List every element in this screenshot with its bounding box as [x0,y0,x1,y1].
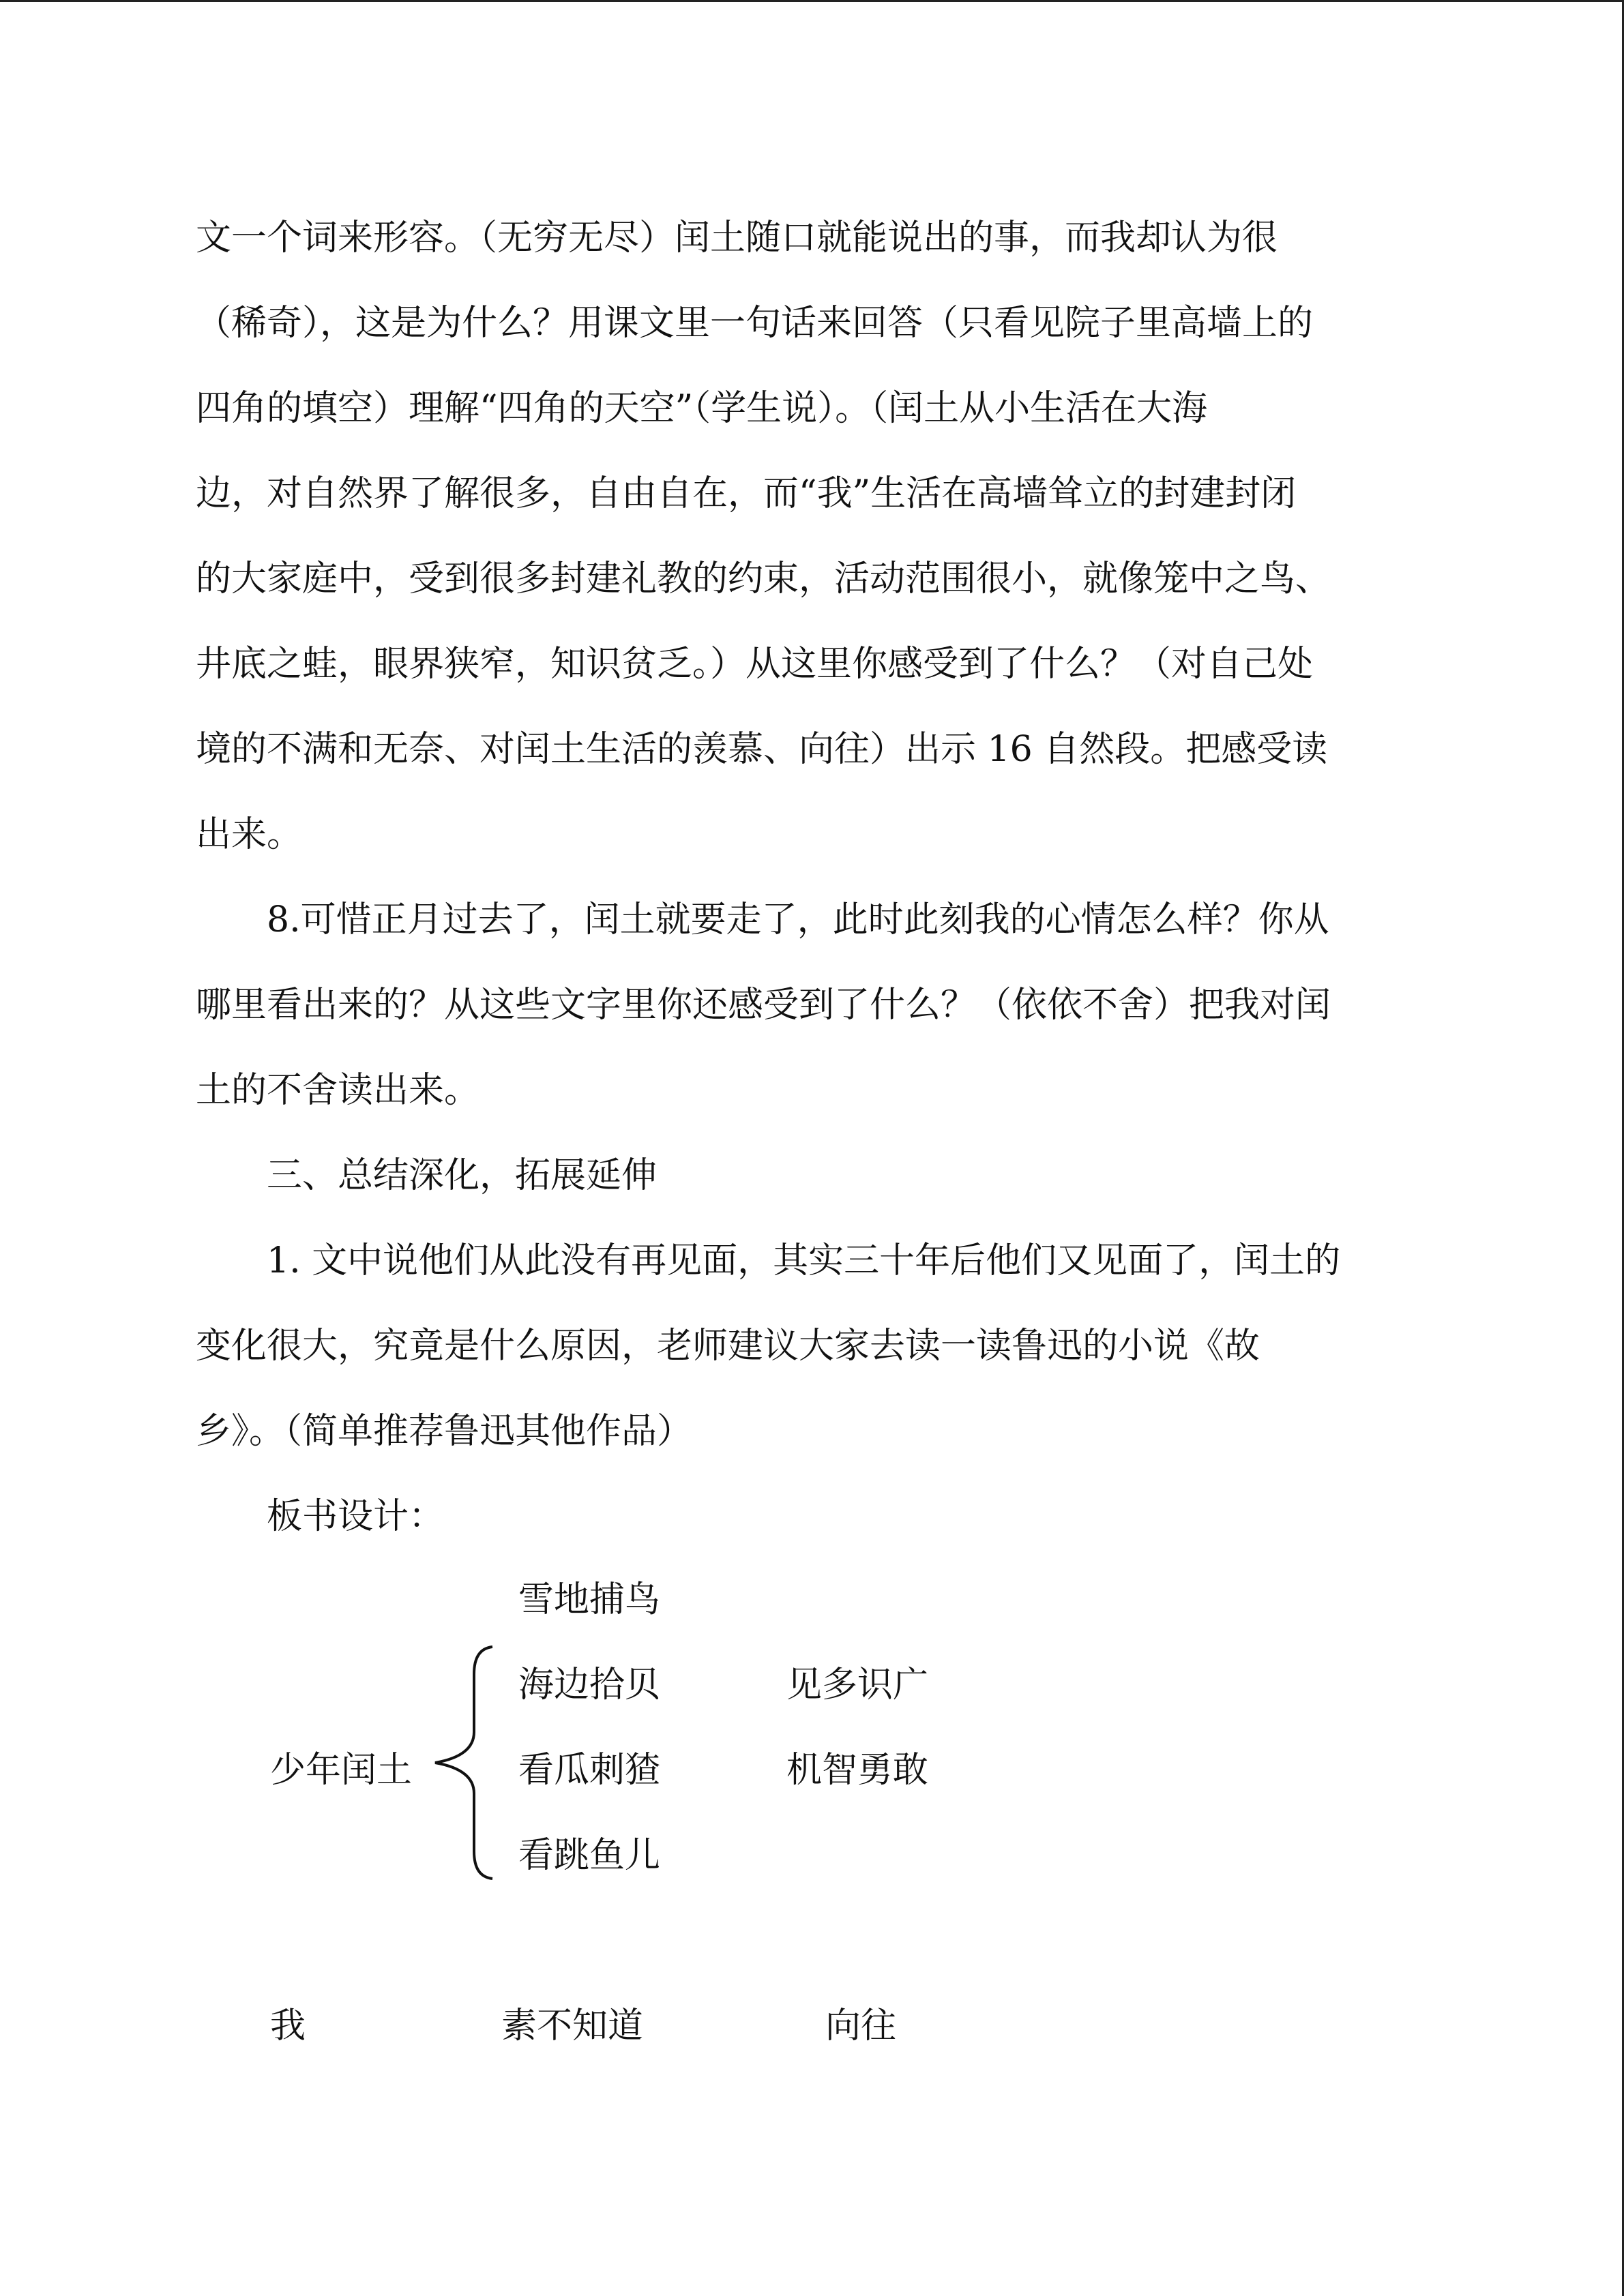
board-bottom-right: 向往 [825,2006,897,2046]
paragraph-step-1: 1. 文中说他们从此没有再见面，其实三十年后他们又见面了，闰土的 变化很大，究竟是什么原因，老师建议大家去读一读鲁迅的小说《故 乡》。（简单推荐鲁迅其他作品） [196,1240,1341,1452]
board-item-3: 看瓜刺猹 [518,1750,661,1791]
board-design-label: 板书设计： [196,1496,445,1537]
board-item-2: 海边拾贝 [518,1665,661,1705]
board-item-1: 雪地捕鸟 [518,1579,661,1620]
board-trait-1: 见多识广 [786,1665,929,1705]
board-center-label: 少年闰土 [270,1750,413,1791]
board-bottom-left: 我 [270,2006,306,2046]
paragraph-continuation: 文一个词来形容。（无穷无尽）闰土随口就能说出的事，而我却认为很 （稀奇），这是为什么？用课文里一句话来回答（只看见院子里高墙上的 四角的填空）理解“四角的天空”（学生说）。（闰土从小生活在大海 边，对自然界了解很多，自由自在，而“我”生活在高墙耸立的封建封闭 的大家庭中，受到很多封建礼教的约束，活动范围很小，就像笼中之鸟、 井底之蛙，眼界狭窄，知识贫乏。）从这里你感受到了什么？（对自己处 境的不满和无奈、对闰土生活的羡慕、向往）出示 16 自然段。把感受读 出来。 [196,218,1331,855]
board-trait-2: 机智勇敢 [786,1750,929,1791]
section-heading-3: 三、总结深化，拓展延伸 [196,1155,658,1196]
board-bottom-middle: 素不知道 [501,2006,644,2046]
paragraph-step-8: 8.可惜正月过去了，闰土就要走了，此时此刻我的心情怎么样？你从 哪里看出来的？从这些文字里你还感受到了什么？（依依不舍）把我对闰 土的不舍读出来。 [196,899,1331,1111]
board-item-4: 看跳鱼儿 [518,1835,661,1876]
page-top-border [0,0,1624,2]
curly-brace-icon [430,1643,505,1882]
